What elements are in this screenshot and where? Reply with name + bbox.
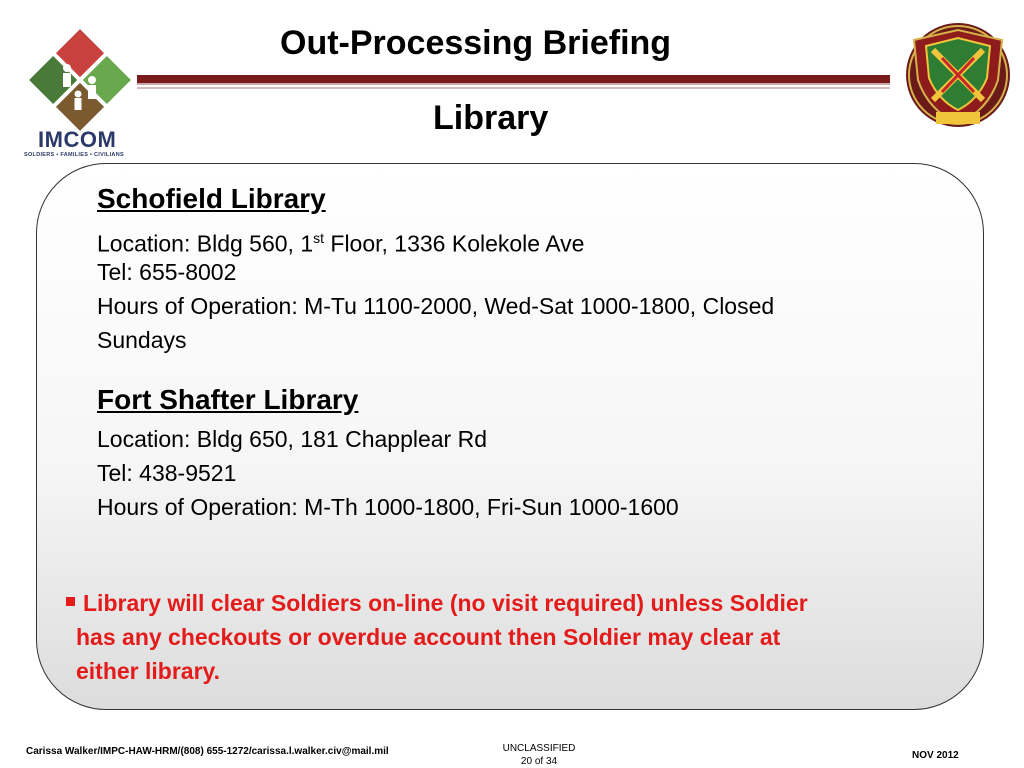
footer-classification: UNCLASSIFIED (502, 743, 576, 754)
slide-subtitle: Library (433, 99, 549, 137)
imcom-logo-text: IMCOM (38, 127, 117, 152)
clearance-note-line2: has any checkouts or overdue account then Soldier may clear at (76, 624, 781, 650)
footer-date: NOV 2012 (912, 750, 959, 761)
fort-shafter-library-heading: Fort Shafter Library (97, 384, 359, 415)
schofield-library-location: Location: Bldg 560, 1st Floor, 1336 Kolekole Ave (97, 230, 585, 257)
bullet-icon (66, 597, 75, 606)
imcom-logo-tagline: SOLDIERS • FAMILIES • CIVILIANS (24, 152, 124, 158)
title-divider (137, 75, 890, 85)
schofield-library-hours: Hours of Operation: M-Tu 1100-2000, Wed-Sat 1000-1800, Closed (97, 293, 775, 319)
clearance-note: Library will clear Soldiers on-line (no visit required) unless Soldier (66, 586, 808, 620)
fort-shafter-library-location: Location: Bldg 650, 181 Chapplear Rd (97, 426, 488, 452)
clearance-note-line3: either library. (76, 658, 221, 684)
fort-shafter-library-hours: Hours of Operation: M-Th 1000-1800, Fri-Sun 1000-1600 (97, 494, 679, 520)
title-divider-shadow (137, 87, 890, 89)
schofield-library-hours-cont: Sundays (97, 327, 187, 353)
schofield-library-tel: Tel: 655-8002 (97, 259, 237, 285)
unit-crest-icon (898, 20, 1018, 130)
schofield-library-heading: Schofield Library (97, 183, 326, 214)
slide-title: Out-Processing Briefing (280, 24, 672, 62)
footer-contact: Carissa Walker/IMPC-HAW-HRM/(808) 655-1272/carissa.l.walker.civ@mail.mil (26, 746, 389, 757)
fort-shafter-library-tel: Tel: 438-9521 (97, 460, 237, 486)
footer-page-number: 20 of 34 (520, 756, 558, 767)
